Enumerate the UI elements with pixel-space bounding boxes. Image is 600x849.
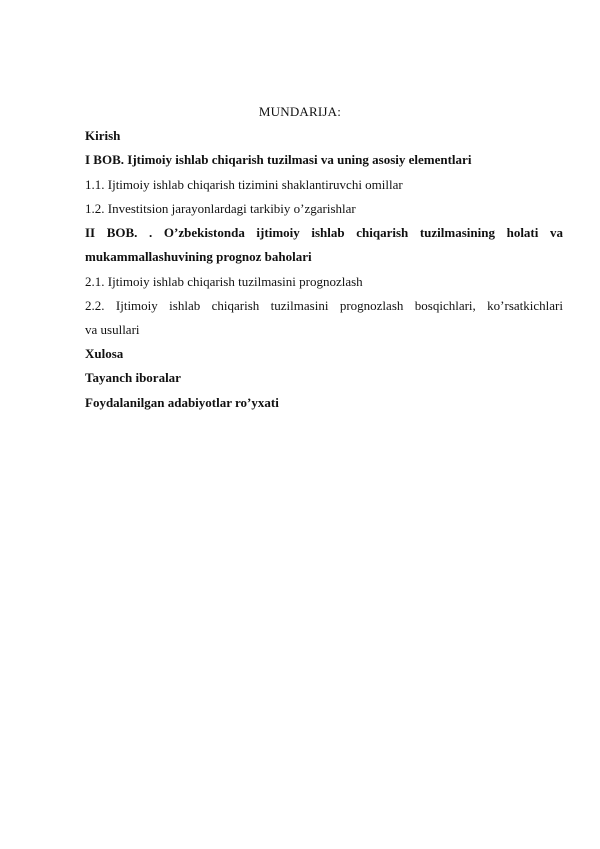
toc-entry-conclusion: Xulosa	[85, 346, 124, 361]
toc-entry-key-terms: Tayanch iboralar	[85, 370, 181, 385]
toc-entry-section-1-2: 1.2. Investitsion jarayonlardagi tarkibiy o’zgarishlar	[85, 201, 356, 216]
toc-entry-section-2-2-line-2: va usullari	[85, 322, 140, 337]
toc-entry-chapter-2-line-2: mukammallashuvining prognoz baholari	[85, 249, 312, 264]
toc-entry-section-2-1: 2.1. Ijtimoiy ishlab chiqarish tuzilmasini prognozlash	[85, 274, 363, 289]
toc-entry-chapter-1: I BOB. Ijtimoiy ishlab chiqarish tuzilmasi va uning asosiy elementlari	[85, 152, 472, 167]
toc-entry-section-2-2-line-1: 2.2. Ijtimoiy ishlab chiqarish tuzilmasini prognozlash bosqichlari, ko’rsatkichlari	[85, 298, 563, 313]
toc-entry-intro: Kirish	[85, 128, 121, 143]
page-title: MUNDARIJA:	[258, 104, 342, 119]
toc-entry-references: Foydalanilgan adabiyotlar ro’yxati	[85, 395, 279, 410]
toc-entry-chapter-2-line-1: II BOB. . O’zbekistonda ijtimoiy ishlab chiqarish tuzilmasining holati va	[85, 225, 563, 240]
toc-entry-section-1-1: 1.1. Ijtimoiy ishlab chiqarish tizimini shaklantiruvchi omillar	[85, 177, 403, 192]
